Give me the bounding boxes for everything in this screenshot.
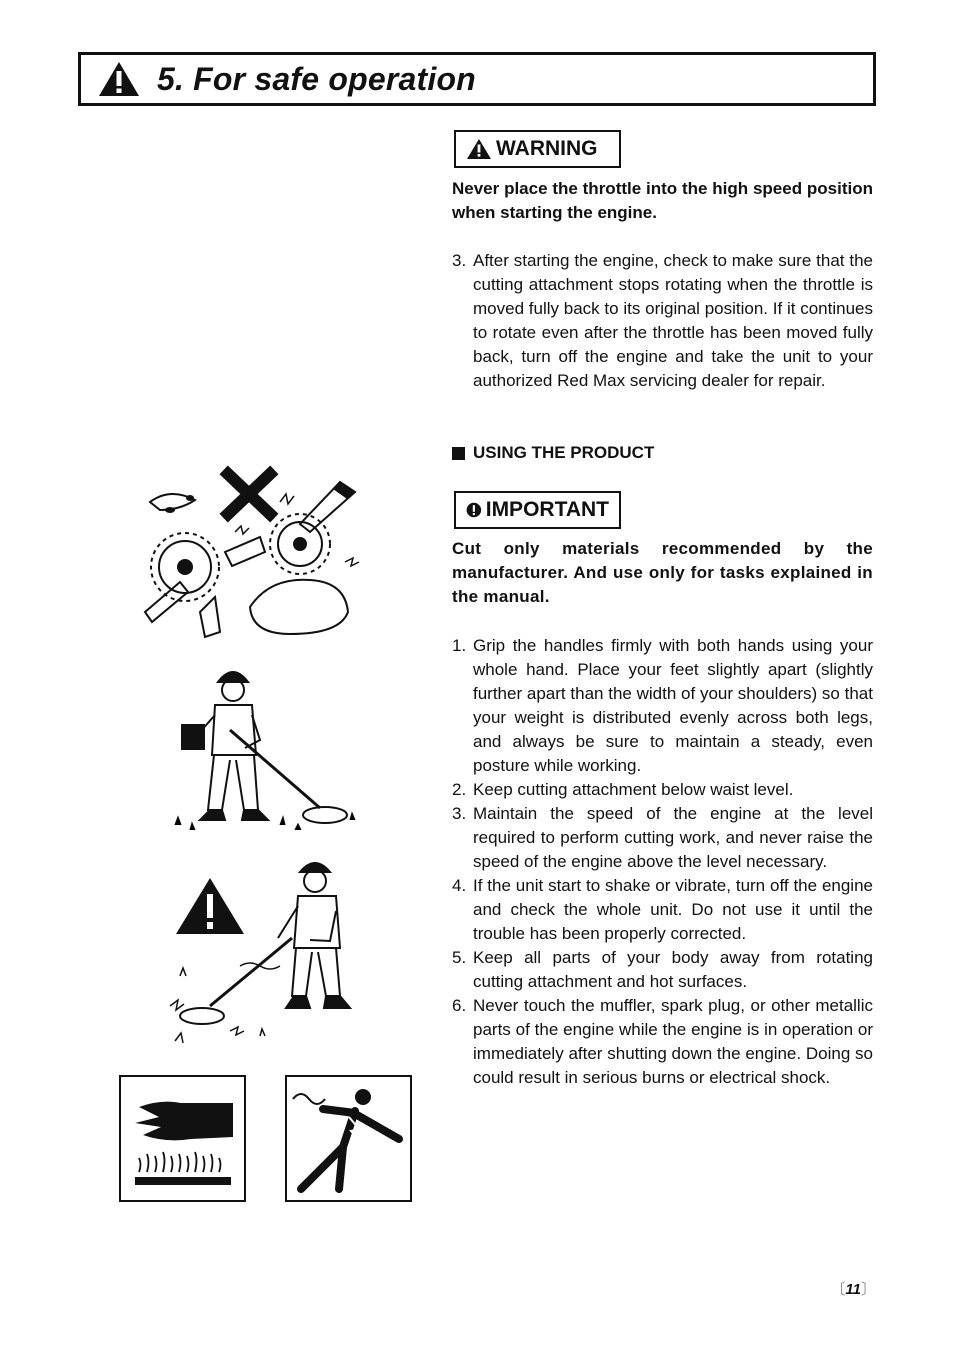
square-bullet-icon xyxy=(452,447,465,460)
section-heading xyxy=(452,441,873,465)
list-number: 5. xyxy=(452,948,467,967)
electric-shock-icon xyxy=(287,1077,410,1200)
exclamation-circle-icon xyxy=(466,497,482,523)
list-text: Grip the handles firmly with both hands using your whole hand. Place your feet slightly apart (slightly further apart than the width of your shoulders) so that your weight is distributed evenly across both legs, and always be sure to maintain a steady, even posture while working. xyxy=(473,636,873,775)
warning-text: Never place the throttle into the high speed position when starting the engine. xyxy=(452,179,873,222)
list-item xyxy=(452,802,873,874)
list-text: After starting the engine, check to make sure that the cutting attachment stops rotating when the throttle is moved fully back to its original position. If it continues to rotate even after the throttle has been moved fully back, turn off the engine and take the unit to your authorized Red Max servicing dealer for repair. xyxy=(473,251,873,390)
list-text: If the unit start to shake or vibrate, turn off the engine and check the whole unit. Do not use it until the trouble has been properly corrected. xyxy=(473,876,873,943)
section-header xyxy=(78,52,876,106)
hot-surface-icon xyxy=(121,1077,244,1200)
list-number: 2. xyxy=(452,780,467,799)
important-label: IMPORTANT xyxy=(485,498,609,521)
bracket-right: 〕 xyxy=(860,1281,876,1298)
warning-text-block xyxy=(452,177,873,225)
list-number: 3. xyxy=(452,251,467,270)
list-item xyxy=(452,634,873,778)
important-text: Cut only materials recommended by the manufacturer. And use only for tasks explained in the manual. xyxy=(452,539,873,606)
list-text: Never touch the muffler, spark plug, or other metallic parts of the engine while the engine is in operation or immediately after shutting down the engine. Doing so could result in serious burns or electrical shock. xyxy=(473,996,873,1087)
warning-triangle-icon xyxy=(466,138,492,160)
page-number-value: 11 xyxy=(845,1281,861,1298)
list-item xyxy=(452,994,873,1090)
list-number: 6. xyxy=(452,996,467,1015)
section-title: USING THE PRODUCT xyxy=(473,443,655,462)
list-item xyxy=(452,249,873,393)
list-number: 1. xyxy=(452,636,467,655)
list-item xyxy=(452,778,873,802)
page-number xyxy=(830,1278,876,1299)
list-text: Maintain the speed of the engine at the level required to perform cutting work, and never raise the speed of the engine above the level necessary. xyxy=(473,804,873,871)
list-text: Keep cutting attachment below waist level. xyxy=(473,780,794,799)
hot-surface-pictogram xyxy=(119,1075,246,1202)
step-3-block xyxy=(452,249,873,393)
list-item xyxy=(452,946,873,994)
important-badge xyxy=(454,491,621,529)
list-number: 4. xyxy=(452,876,467,895)
list-text: Keep all parts of your body away from rotating cutting attachment and hot surfaces. xyxy=(473,948,873,991)
electric-shock-pictogram xyxy=(285,1075,412,1202)
operator-stance-illustration xyxy=(170,660,370,840)
bracket-left: 〔 xyxy=(830,1281,846,1298)
usage-list xyxy=(452,634,873,1090)
important-text-block xyxy=(452,537,873,609)
warning-badge xyxy=(454,130,621,168)
list-number: 3. xyxy=(452,804,467,823)
warning-label: WARNING xyxy=(496,137,598,160)
flying-debris-warning-illustration xyxy=(160,856,370,1052)
debris-hazard-illustration xyxy=(140,462,370,640)
warning-triangle-icon xyxy=(97,60,141,98)
list-item xyxy=(452,874,873,946)
page-title: 5. For safe operation xyxy=(157,61,476,97)
